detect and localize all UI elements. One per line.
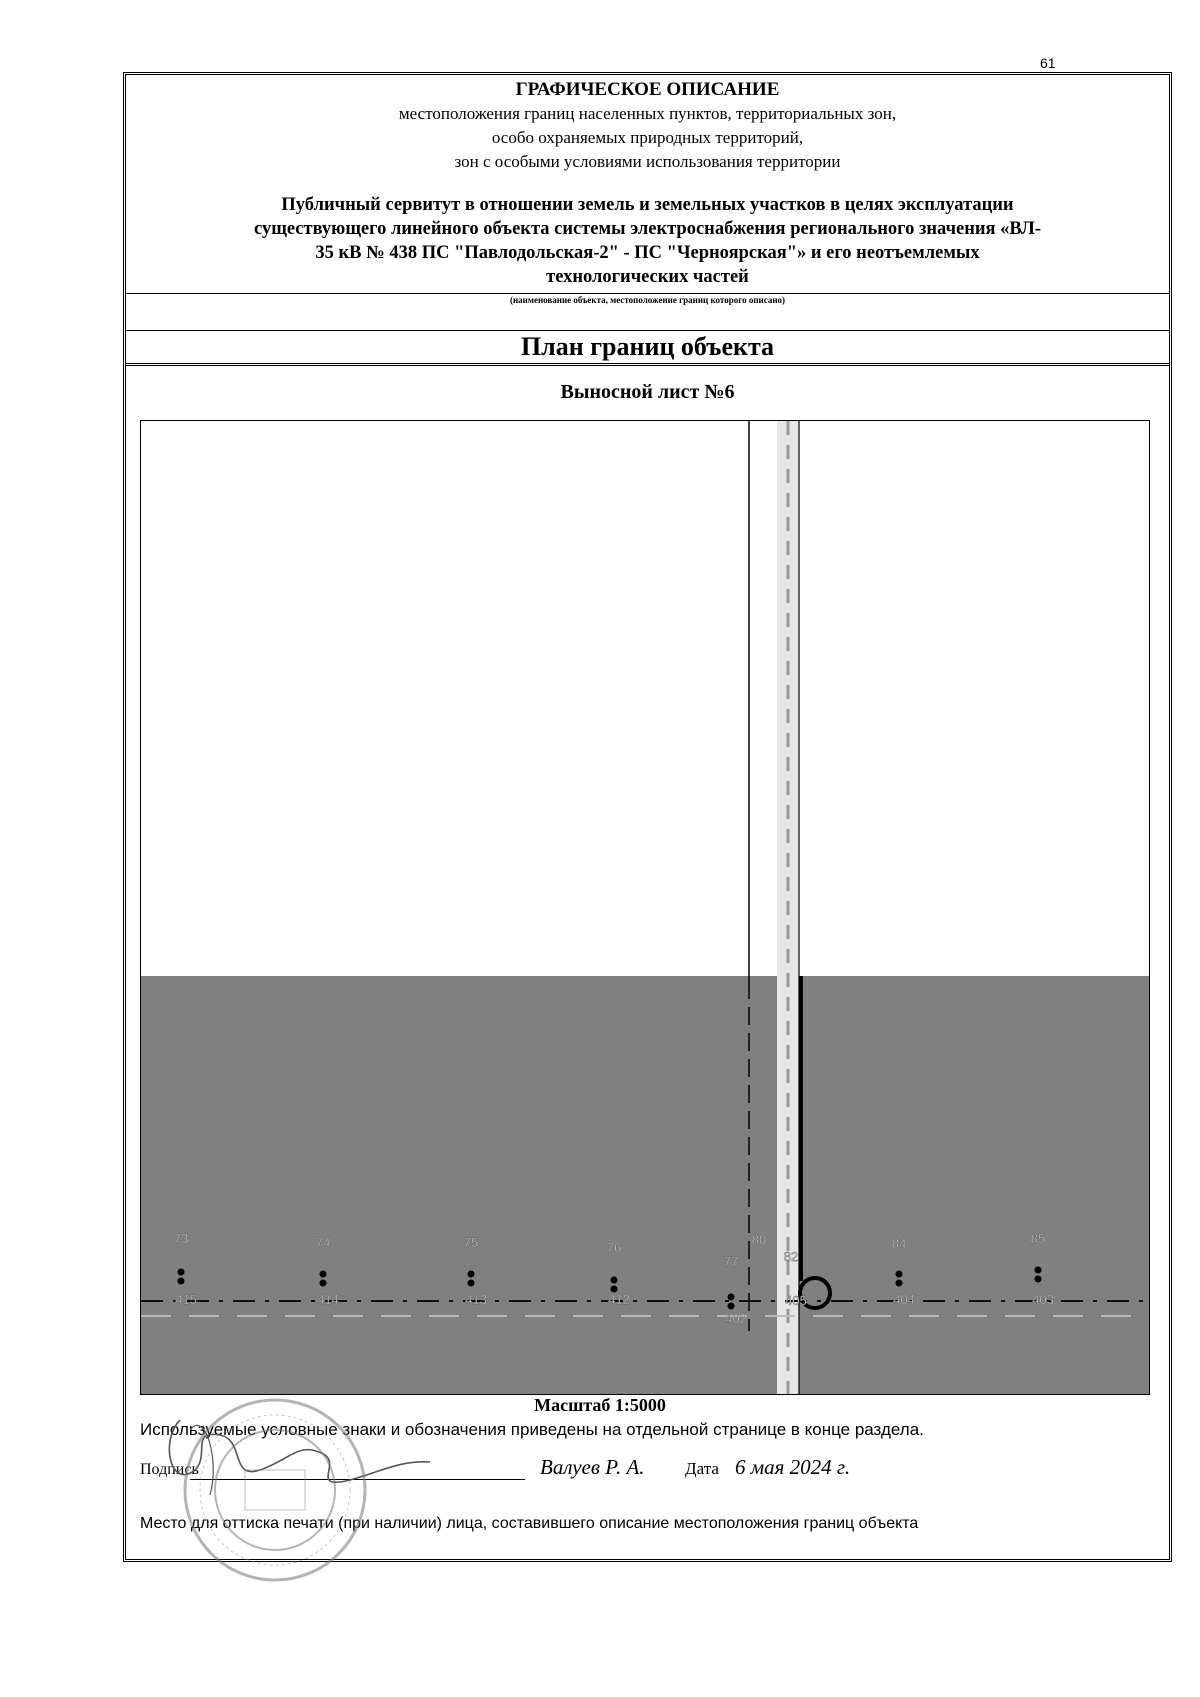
object-name-line: 35 кВ № 438 ПС "Павлодольская-2" - ПС "Черноярская"» и его неотъемлемых [315, 243, 980, 263]
point-code: 415 [175, 1292, 197, 1307]
point-marker [178, 1278, 185, 1285]
point-marker [320, 1280, 327, 1287]
stamp-ring-inner [215, 1430, 335, 1550]
point-marker [1035, 1276, 1042, 1283]
object-name-line: Публичный сервитут в отношении земель и земельных участков в целях эксплуатации [281, 195, 1014, 215]
sheet-title: Выносной лист №6 [560, 381, 735, 403]
point-label: 74 [315, 1235, 331, 1250]
point-marker [1035, 1267, 1042, 1274]
point-label: 76 [606, 1240, 622, 1255]
servitude-zone-fill [141, 976, 1150, 1395]
object-underline [126, 293, 1169, 294]
doc-subtitle-line: особо охраняемых природных территорий, [491, 128, 804, 147]
point-marker [611, 1277, 618, 1284]
date-label: Дата [685, 1459, 719, 1478]
point-code: 405 [785, 1293, 807, 1308]
map-area [140, 420, 1150, 1395]
point-code: 414 [317, 1292, 339, 1307]
point-marker [896, 1271, 903, 1278]
stamp-center [245, 1470, 305, 1510]
doc-title: ГРАФИЧЕСКОЕ ОПИСАНИЕ [515, 79, 780, 100]
point-marker [896, 1280, 903, 1287]
legend-note: Используемые условные знаки и обозначения приведены на отдельной странице в конце раздела. [140, 1420, 924, 1439]
object-name-line: технологических частей [546, 267, 749, 287]
point-marker [468, 1271, 475, 1278]
doc-subtitle-line: местоположения границ населенных пунктов, территориальных зон, [398, 104, 897, 123]
point-marker [178, 1269, 185, 1276]
point-code: 402 [725, 1311, 747, 1326]
signer-name: Валуев Р. А. [540, 1455, 645, 1479]
seal-stamp [180, 1395, 370, 1585]
date-value: 6 мая 2024 г. [735, 1455, 851, 1479]
point-code: 404 [893, 1292, 915, 1307]
point-label: 75 [463, 1235, 479, 1250]
point-label: 84 [891, 1236, 907, 1251]
stamp-ring-outer [185, 1400, 365, 1580]
map-drawing [141, 421, 1150, 1395]
point-label: 80 [751, 1232, 767, 1247]
point-label: 77 [723, 1254, 739, 1269]
point-label: 73 [173, 1231, 189, 1246]
point-marker [468, 1280, 475, 1287]
point-label: 85 [1030, 1231, 1046, 1246]
plan-title: План границ объекта [520, 332, 775, 361]
point-marker [728, 1303, 735, 1310]
doc-subtitle-line: зон с особыми условиями использования территории [454, 152, 841, 171]
object-name [156, 193, 1139, 289]
stamp-text-ring [200, 1415, 350, 1565]
point-label: 82 [783, 1249, 799, 1264]
divider-line [126, 330, 1169, 331]
point-code: 413 [465, 1292, 487, 1307]
point-marker [728, 1294, 735, 1301]
point-marker [320, 1271, 327, 1278]
header-block [126, 75, 1169, 366]
point-code: 403 [1032, 1292, 1054, 1307]
point-code: 412 [608, 1292, 630, 1307]
object-note: (наименование объекта, местоположение границ которого описано) [509, 295, 786, 305]
stamp-note: Место для оттиска печати (при наличии) лица, составившего описание местоположения границ объекта [140, 1515, 919, 1532]
signature-label: Подпись [140, 1461, 199, 1478]
map-scale: Масштаб 1:5000 [534, 1395, 666, 1415]
object-name-line: существующего линейного объекта системы электроснабжения регионального значения «ВЛ- [254, 219, 1041, 239]
page-number: 61 [1040, 55, 1056, 71]
